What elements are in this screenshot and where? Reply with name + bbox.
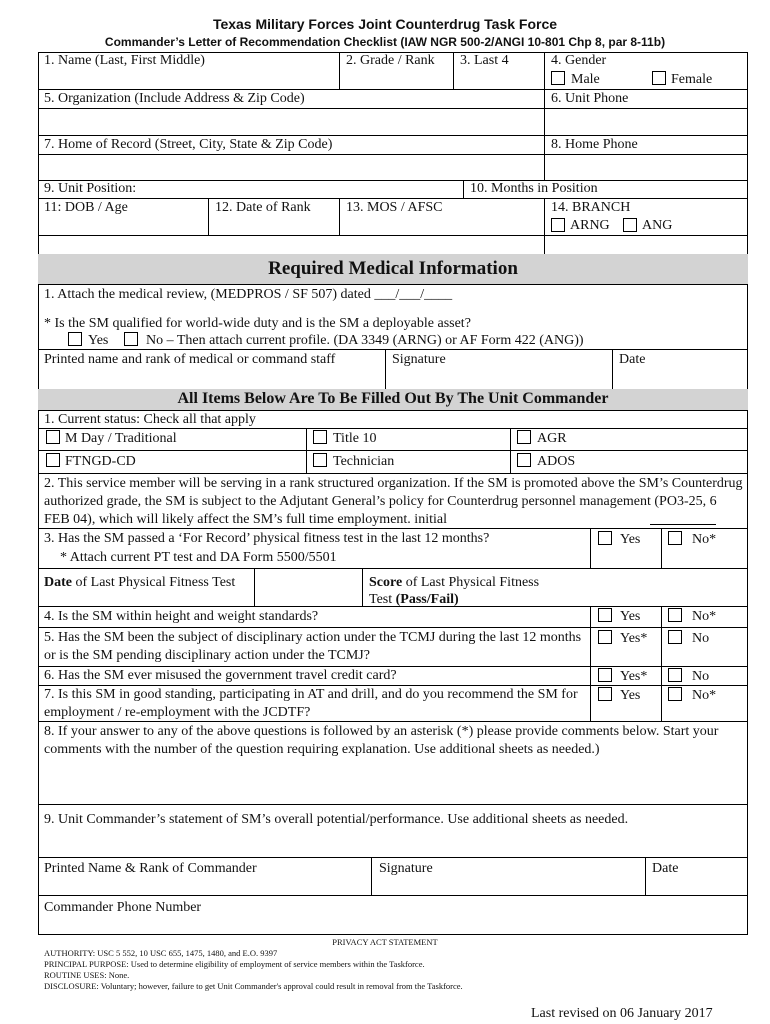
q7-no-checkbox[interactable] xyxy=(668,687,682,701)
commander-date-label: Date xyxy=(652,861,679,876)
ados-label: ADOS xyxy=(537,454,576,469)
q4-yes-label: Yes xyxy=(620,609,641,624)
q7-yes-checkbox[interactable] xyxy=(598,687,612,701)
deployable-question: * Is the SM qualified for world-wide duty and is the SM a deployable asset? xyxy=(44,316,471,331)
q4-no-checkbox[interactable] xyxy=(668,608,682,622)
q7-no-label: No* xyxy=(692,688,717,703)
technician-checkbox[interactable] xyxy=(313,453,327,467)
medical-review-question: 1. Attach the medical review, (MEDPROS / SF 507) dated ___/___/____ xyxy=(44,287,453,302)
question-6: 6. Has the SM ever misused the government travel credit card? xyxy=(44,668,397,683)
q4-yes-checkbox[interactable] xyxy=(598,608,612,622)
form-title: Texas Military Forces Joint Counterdrug Task Force xyxy=(212,16,558,32)
arng-label: ARNG xyxy=(570,218,610,233)
privacy-purpose: PRINCIPAL PURPOSE: Used to determine eligibility of employment of service members within the Taskforce. xyxy=(44,959,425,969)
female-label: Female xyxy=(671,72,713,87)
arng-checkbox[interactable] xyxy=(551,218,565,232)
q5-yes-checkbox[interactable] xyxy=(598,630,612,644)
last-revised: Last revised on 06 January 2017 xyxy=(531,1006,713,1021)
q6-no-checkbox[interactable] xyxy=(668,668,682,682)
initial-line[interactable] xyxy=(650,524,716,525)
question-4: 4. Is the SM within height and weight standards? xyxy=(44,609,319,624)
gender-label: 4. Gender xyxy=(551,53,607,68)
privacy-routine: ROUTINE USES: None. xyxy=(44,970,130,980)
q4-no-label: No* xyxy=(692,609,717,624)
form-subtitle: Commander’s Letter of Recommendation Checklist (IAW NGR 500-2/ANGI 10-801 Chp 8, par 8-11b) xyxy=(104,35,666,49)
deployable-yes-checkbox[interactable] xyxy=(68,332,82,346)
commander-signature-label: Signature xyxy=(379,861,433,876)
agr-label: AGR xyxy=(537,431,567,446)
technician-label: Technician xyxy=(333,454,395,469)
last4-label: 3. Last 4 xyxy=(460,53,509,68)
q6-yes-label: Yes* xyxy=(620,669,648,684)
name-label: 1. Name (Last, First Middle) xyxy=(44,53,205,68)
commander-name-label: Printed Name & Rank of Commander xyxy=(44,861,257,876)
medical-date-label: Date xyxy=(619,352,646,367)
title10-checkbox[interactable] xyxy=(313,430,327,444)
dob-label: 11: DOB / Age xyxy=(44,200,128,215)
organization-label: 5. Organization (Include Address & Zip Code) xyxy=(44,91,305,106)
privacy-disclosure: DISCLOSURE: Voluntary; however, failure to get Unit Commander's approval could result in removal from the Taskforce. xyxy=(44,981,463,991)
unit-phone-field[interactable] xyxy=(546,110,746,134)
pt-date-label: Date of Last Physical Fitness Test xyxy=(44,575,236,590)
ftngd-label: FTNGD-CD xyxy=(65,454,136,469)
q5-no-checkbox[interactable] xyxy=(668,630,682,644)
current-status-label: 1. Current status: Check all that apply xyxy=(44,412,256,427)
deployable-no-checkbox[interactable] xyxy=(124,332,138,346)
unit-phone-label: 6. Unit Phone xyxy=(551,91,629,106)
mday-checkbox[interactable] xyxy=(46,430,60,444)
grade-label: 2. Grade / Rank xyxy=(346,53,435,68)
question-3: 3. Has the SM passed a ‘For Record’ physical fitness test in the last 12 months? xyxy=(44,531,490,546)
medical-signature-label: Signature xyxy=(392,352,446,367)
home-phone-label: 8. Home Phone xyxy=(551,137,638,152)
mos-label: 13. MOS / AFSC xyxy=(346,200,443,215)
ang-label: ANG xyxy=(642,218,673,233)
privacy-authority: AUTHORITY: USC 5 552, 10 USC 655, 1475, 1480, and E.O. 9397 xyxy=(44,948,278,958)
question-2: 2. This service member will be serving in a rank structured organization. If the SM is promoted above the SM’s Counterdrug authorized grade, the SM is subject to the Adjutant General’s policy for Counterdrug personnel management (PO3-25, 6 FEB 04), which will likely affect the SM’s full time employment. initial xyxy=(44,476,743,527)
unit-position-label: 9. Unit Position: xyxy=(44,181,137,196)
question-8: 8. If your answer to any of the above questions is followed by an asterisk (*) please provide comments below. Start your comments with the number of the question requiring explanation. Use additional sheets as needed.) xyxy=(44,724,719,757)
comments-field[interactable] xyxy=(40,762,746,802)
male-checkbox[interactable] xyxy=(551,71,565,85)
male-label: Male xyxy=(571,72,600,87)
q3-no-label: No* xyxy=(692,532,717,547)
q3-yes-checkbox[interactable] xyxy=(598,531,612,545)
organization-field[interactable] xyxy=(40,110,542,134)
deployable-yes-label: Yes xyxy=(88,333,109,348)
q5-yes-label: Yes* xyxy=(620,631,648,646)
ados-checkbox[interactable] xyxy=(517,453,531,467)
date-rank-label: 12. Date of Rank xyxy=(215,200,311,215)
commander-phone-field[interactable] xyxy=(330,900,740,930)
home-record-field[interactable] xyxy=(40,156,542,179)
ang-checkbox[interactable] xyxy=(623,218,637,232)
medical-staff-label: Printed name and rank of medical or command staff xyxy=(44,352,336,367)
question-3-note: * Attach current PT test and DA Form 5500/5501 xyxy=(60,550,337,565)
female-checkbox[interactable] xyxy=(652,71,666,85)
q3-no-checkbox[interactable] xyxy=(668,531,682,545)
ftngd-checkbox[interactable] xyxy=(46,453,60,467)
home-record-label: 7. Home of Record (Street, City, State & Zip Code) xyxy=(44,137,333,152)
pt-score-label-line2: Test (Pass/Fail) xyxy=(369,592,459,607)
medical-title: Required Medical Information xyxy=(268,258,518,279)
commander-phone-label: Commander Phone Number xyxy=(44,900,202,915)
form-left-border xyxy=(38,52,39,935)
question-7: 7. Is this SM in good standing, participating in AT and drill, and do you recommend the SM for employment / re-employment with the JCDTF? xyxy=(44,687,578,720)
deployable-no-label: No – Then attach current profile. (DA 3349 (ARNG) or AF Form 422 (ANG)) xyxy=(146,333,584,348)
pt-score-label: Score of Last Physical Fitness xyxy=(369,575,540,590)
mday-label: M Day / Traditional xyxy=(65,431,177,446)
form-right-border xyxy=(747,52,748,935)
branch-label: 14. BRANCH xyxy=(551,200,631,215)
q6-yes-checkbox[interactable] xyxy=(598,668,612,682)
months-position-label: 10. Months in Position xyxy=(470,181,598,196)
question-5: 5. Has the SM been the subject of disciplinary action under the TCMJ during the last 12 months or is the SM pending disciplinary action under the TCMJ? xyxy=(44,630,582,663)
agr-checkbox[interactable] xyxy=(517,430,531,444)
home-phone-field[interactable] xyxy=(546,156,746,179)
q6-no-label: No xyxy=(692,669,710,684)
q7-yes-label: Yes xyxy=(620,688,641,703)
statement-field[interactable] xyxy=(40,830,746,855)
title10-label: Title 10 xyxy=(333,431,377,446)
q3-yes-label: Yes xyxy=(620,532,641,547)
question-9: 9. Unit Commander’s statement of SM’s overall potential/performance. Use additional sheets as needed. xyxy=(44,812,629,827)
commander-title: All Items Below Are To Be Filled Out By The Unit Commander xyxy=(177,390,609,407)
privacy-title: PRIVACY ACT STATEMENT xyxy=(332,937,438,947)
q5-no-label: No xyxy=(692,631,710,646)
